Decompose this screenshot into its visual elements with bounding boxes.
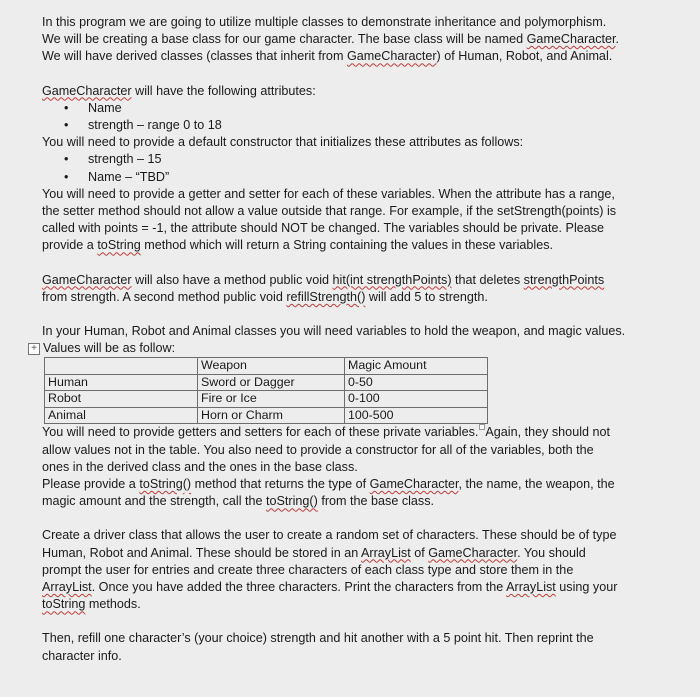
intro-line-2: We will be creating a base class for our game character. The base class will be named GameCharacter. <box>42 32 620 47</box>
table-cell: Animal <box>45 407 198 424</box>
final-line-1: Then, refill one character’s (your choice) strength and hit another with a 5 point hit. Then reprint the <box>42 631 594 646</box>
weapons-line-2: + Values will be as follow: <box>42 340 664 357</box>
list-item: • Name <box>64 100 664 117</box>
table-cell: Human <box>45 374 198 391</box>
table-cell: Robot <box>45 391 198 408</box>
table-cell: 0-50 <box>345 374 488 391</box>
driver-line-5: toString methods. <box>42 597 141 612</box>
weapons-line-1: In your Human, Robot and Animal classes you will need variables to hold the weapon, and magic values. <box>42 324 626 339</box>
table-header-cell <box>45 358 198 375</box>
table-header-cell: Weapon <box>198 358 345 375</box>
defaults-list <box>42 151 664 185</box>
table-move-handle-icon[interactable]: + <box>28 343 40 355</box>
list-item: • strength – range 0 to 18 <box>64 117 664 134</box>
table-header-row <box>45 358 488 375</box>
values-table <box>44 357 488 424</box>
derived-line-2: allow values not in the table. You also need to provide a constructor for all of the variables, both the <box>42 442 594 457</box>
derived-line-3: ones in the derived class and the ones in the base class. <box>42 459 358 474</box>
table-cell: Horn or Charm <box>198 407 345 424</box>
final-line-2: character info. <box>42 648 122 663</box>
list-item: • Name – “TBD” <box>64 169 664 186</box>
table-row <box>45 374 488 391</box>
derived-line-4: Please provide a toString() method that returns the type of GameCharacter, the name, the weapon, the <box>42 477 615 492</box>
driver-line-3: prompt the user for entries and create three characters of each class type and store them in the <box>42 562 574 577</box>
intro-line-1: In this program we are going to utilize multiple classes to demonstrate inheritance and polymorphism. <box>42 15 607 29</box>
driver-line-2: Human, Robot and Animal. These should be stored in an ArrayList of GameCharacter. You should <box>42 545 586 560</box>
list-item: • strength – 15 <box>64 151 664 168</box>
intro-line-3: We will have derived classes (classes that inherit from GameCharacter) of Human, Robot, and Animal. <box>42 49 613 64</box>
attributes-list <box>42 100 664 134</box>
table-header-cell: Magic Amount <box>345 358 488 375</box>
getset-line-2: the setter method should not allow a value outside that range. For example, if the setStrength(points) is <box>42 204 617 219</box>
defaults-intro: You will need to provide a default constructor that initializes these attributes as follows: <box>42 135 524 150</box>
getset-line-3: called with points = -1, the attribute should NOT be changed. The variables should be private. Please <box>42 221 605 236</box>
derived-line-5: magic amount and the strength, call the toString() from the base class. <box>42 494 435 509</box>
attributes-heading: GameCharacter will have the following attributes: <box>42 83 316 98</box>
driver-line-1: Create a driver class that allows the user to create a random set of characters. These should be of type <box>42 528 617 543</box>
table-cell: Sword or Dagger <box>198 374 345 391</box>
driver-line-4: ArrayList. Once you have added the three characters. Print the characters from the ArrayList using your <box>42 580 618 595</box>
table-cell: 0-100 <box>345 391 488 408</box>
methods-line-2: from strength. A second method public void refillStrength() will add 5 to strength. <box>42 289 488 304</box>
getset-line-4: provide a toString method which will return a String containing the values in these variables. <box>42 238 554 253</box>
table-cell: Fire or Ice <box>198 391 345 408</box>
derived-line-1: You will need to provide getters and setters for each of these private variables. Again, they should not <box>42 425 611 440</box>
methods-line-1: GameCharacter will also have a method public void hit(int strengthPoints) that deletes strengthPoints <box>42 272 605 287</box>
table-row <box>45 407 488 424</box>
table-row <box>45 391 488 408</box>
getset-line-1: You will need to provide a getter and setter for each of these variables. When the attribute has a range, <box>42 186 615 201</box>
table-cell: 100-500 <box>345 407 488 424</box>
